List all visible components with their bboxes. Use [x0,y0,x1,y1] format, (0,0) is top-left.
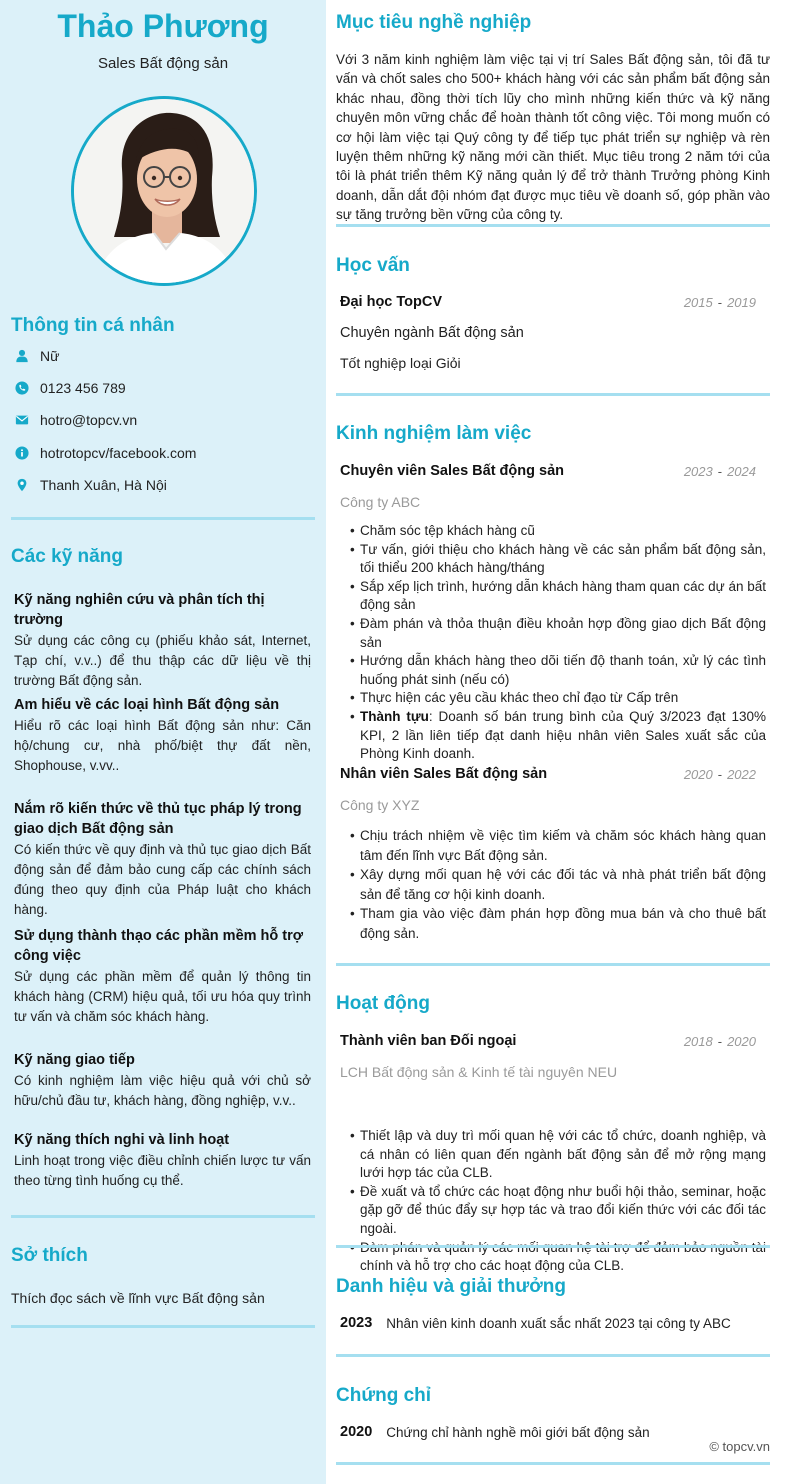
job-years: 2023 - 2024 [683,463,756,479]
end-year: 2020 [727,1033,756,1049]
email-text[interactable]: hotro@topcv.vn [40,412,138,428]
education-title: Học vấn [336,255,410,276]
job-years: 2020 - 2022 [683,766,756,782]
skill-desc: Hiểu rõ các loại hình Bất động sản như: Căn hộ/chung cư, nhà phố/biệt thự đất nền, Shophouse, v.vv.. [14,718,311,773]
personal-info-title: Thông tin cá nhân [11,315,175,336]
list-item: • Thực hiện các yêu cầu khác theo chỉ đạo từ Cấp trên [350,689,766,708]
list-item: • Đề xuất và tổ chức các hoạt động như buổi hội thảo, seminar, hoặc gặp gỡ để thúc đẩy sự hợp tác và trao đổi kiến thức với các đối tác ngoài. [350,1183,766,1239]
watermark: © topcv.vn [709,1439,770,1454]
person-icon [14,348,30,364]
phone-text[interactable]: 0123 456 789 [40,380,126,396]
list-item: • Tư vấn, giới thiệu cho khách hàng về các sản phẩm bất động sản, tối thiểu 200 khách hàng/tháng [350,541,766,578]
achievement-item [350,708,766,764]
job-bullets [350,522,766,764]
skill-name: Nắm rõ kiến thức về thủ tục pháp lý trong giao dịch Bất động sản [14,801,302,837]
education-years: 2015 - 2019 [683,294,756,310]
divider [336,963,770,966]
certificate-year: 2020 [340,1424,373,1440]
skills-title: Các kỹ năng [11,546,123,567]
hobbies-title: Sở thích [11,1245,88,1266]
skill-name: Am hiểu về các loại hình Bất động sản [14,697,280,713]
map-pin-icon [14,477,30,493]
school-name: Đại học TopCV [340,294,443,310]
list-item: • Hướng dẫn khách hàng theo dõi tiến độ thanh toán, xử lý các tình huống phát sinh (nếu có) [350,652,766,689]
education-header [340,291,756,313]
divider [11,517,315,520]
certificate-item [340,1424,650,1440]
activity-years: 2018 - 2020 [683,1033,756,1049]
address-text: Thanh Xuân, Hà Nội [40,477,167,493]
skill-desc: Sử dụng các công cụ (phiếu khảo sát, Internet, Tạp chí, v.v..) để thu thập các dữ liệu về thị trường Bất động sản. [14,633,311,688]
award-item [340,1315,731,1331]
education-major: Chuyên ngành Bất động sản [340,325,524,341]
avatar [71,96,257,286]
phone-icon [14,380,30,396]
education-grade: Tốt nghiệp loại Giỏi [340,355,461,371]
end-year: 2019 [727,294,756,310]
info-address [14,475,167,495]
certificate-text: Chứng chỉ hành nghề môi giới bất động sản [386,1424,650,1440]
job-header [340,460,756,482]
hobby-text: Thích đọc sách về lĩnh vực Bất động sản [11,1290,265,1306]
list-item: • Đàm phán và thỏa thuận điều khoản hợp đồng giao dịch Bất động sản [350,615,766,652]
skill-item [14,1130,311,1191]
divider [336,1462,770,1465]
end-year: 2022 [727,766,756,782]
list-item: • Chăm sóc tệp khách hàng cũ [350,522,766,541]
activity-org: LCH Bất động sản & Kinh tế tài nguyên NEU [340,1064,618,1080]
job-company: Công ty ABC [340,494,421,510]
sidebar [0,0,326,1484]
achievement-text: : Doanh số bán trung bình của Quý 3/2023 đạt 130% KPI, 2 lần liên tiếp đạt danh hiệu nhân viên Sales xuất sắc của Phòng Kinh doanh. [360,708,767,762]
list-item: • Sắp xếp lịch trình, hướng dẫn khách hàng tham quan các dự án bất động sản [350,578,766,615]
skill-desc: Có kiến thức về quy định và thủ tục giao dịch Bất động sản để đảm bảo cung cấp các chính sách đúng theo quy định của Pháp luật cho khách hàng. [14,842,311,917]
certificates-title: Chứng chỉ [336,1385,432,1406]
achievement-label: Thành tựu [360,708,429,724]
job-position: Nhân viên Sales Bất động sản [340,766,548,782]
divider [11,1325,315,1328]
candidate-name: Thảo Phương [57,8,269,44]
objective-text: Với 3 năm kinh nghiệm làm việc tại vị trí Sales Bất động sản, tôi đã tư vấn và chốt sales cho 500+ khách hàng với các sản phẩm bất động sản khác nhau, đồng thời tích lũy cho mình những kiến thức và kỹ năng chuyên môn vững chắc để hoàn thành tốt công việc. Tôi mong muốn có cơ hội làm việc tại Quý công ty để tiếp tục phát triển sự nghiệp và rèn luyện thêm những kỹ năng mới cần thiết. Mục tiêu trong 2 năm tới của tôi là phát triển thêm Kỹ năng quản lý để trở thành Trưởng phòng Kinh doanh, dẫn dắt đội nhóm đạt được mục tiêu về doanh số, góp phần vào sự tăng trưởng bền vững của công ty. [336,52,770,223]
info-phone[interactable] [14,378,126,398]
skill-name: Kỹ năng nghiên cứu và phân tích thị trường [14,592,265,628]
envelope-icon [14,412,30,428]
awards-title: Danh hiệu và giải thưởng [336,1276,566,1297]
list-item: • Tham gia vào việc đàm phán hợp đồng mua bán và cho thuê bất động sản. [350,904,766,943]
award-year: 2023 [340,1315,373,1331]
skill-desc: Linh hoạt trong việc điều chỉnh chiến lược tư vấn theo từng tình huống cụ thể. [14,1153,311,1188]
main-content [326,0,800,1484]
facebook-text[interactable]: hotrotopcv/facebook.com [40,445,197,461]
skill-item [14,590,311,691]
start-year: 2015 [683,294,713,310]
skill-item [14,1050,311,1111]
skill-desc: Có kinh nghiệm làm việc hiệu quả với chủ sở hữu/chủ đầu tư, khách hàng, đồng nghiệp, v.v.. [14,1073,311,1108]
list-item: • Chịu trách nhiệm về việc tìm kiếm và chăm sóc khách hàng quan tâm đến lĩnh vực Bất động sản. [350,826,766,865]
divider [11,1215,315,1218]
skill-item [14,695,311,776]
divider [336,1245,770,1248]
list-item: • Thiết lập và duy trì mối quan hệ với các tổ chức, doanh nghiệp, và cá nhân có liên quan đến ngành bất động sản để mở rộng mạng lưới hợp tác của CLB. [350,1127,766,1183]
skill-name: Kỹ năng thích nghi và linh hoạt [14,1132,230,1148]
start-year: 2020 [683,766,713,782]
objective-title: Mục tiêu nghề nghiệp [336,12,532,33]
skill-item [14,799,311,920]
experience-title: Kinh nghiệm làm việc [336,423,532,444]
candidate-role: Sales Bất động sản [97,55,229,72]
list-item: • chính và hỗ trợ cho các hoạt động của CLB. [350,1239,766,1276]
info-circle-icon [14,445,30,461]
skill-name: Kỹ năng giao tiếp [14,1052,135,1068]
info-email[interactable] [14,410,137,430]
end-year: 2024 [727,463,756,479]
list-item: • Xây dựng mối quan hệ với các đối tác và nhà phát triển bất động sản để tăng cơ hội kinh doanh. [350,865,766,904]
divider [336,224,770,227]
info-gender [14,346,59,366]
activity-bullets [350,1127,766,1276]
job-bullets [350,826,766,944]
job-position: Chuyên viên Sales Bất động sản [340,463,564,479]
start-year: 2018 [683,1033,713,1049]
job-header [340,763,756,785]
job-company: Công ty XYZ [340,797,420,813]
skill-name: Sử dụng thành thạo các phần mềm hỗ trợ công việc [14,928,304,964]
info-facebook[interactable] [14,443,196,463]
activity-role: Thành viên ban Đối ngoại [340,1033,517,1049]
skill-desc: Sử dụng các phần mềm để quản lý thông tin khách hàng (CRM) hiệu quả, tối ưu hóa quy trình tư vấn và chăm sóc khách hàng. [14,969,311,1024]
skill-item [14,926,311,1027]
divider [336,393,770,396]
gender-text: Nữ [40,348,60,364]
divider [336,1354,770,1357]
activities-title: Hoạt động [336,993,430,1014]
start-year: 2023 [683,463,713,479]
portrait-photo [74,99,254,283]
award-text: Nhân viên kinh doanh xuất sắc nhất 2023 tại công ty ABC [386,1315,731,1331]
activity-header [340,1030,756,1052]
